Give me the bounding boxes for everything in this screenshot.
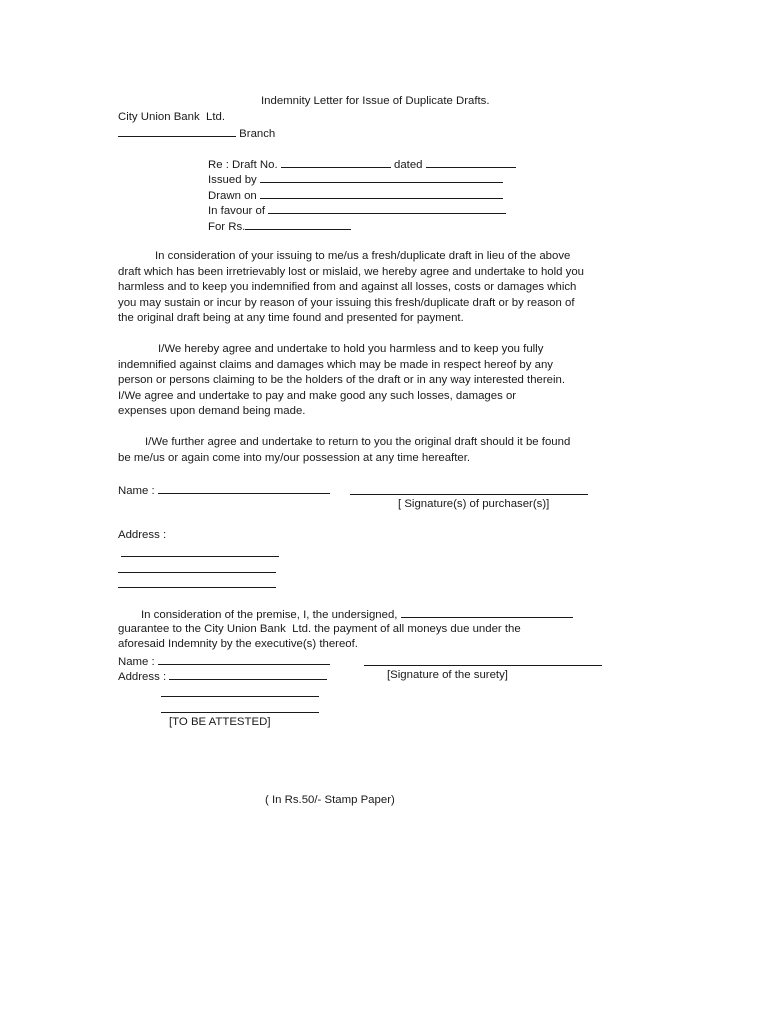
surety-name-blank	[401, 606, 573, 618]
surety-name-label: Name :	[118, 656, 155, 668]
in-favour-of-blank	[268, 202, 506, 214]
para1-line: In consideration of your issuing to me/us a fresh/duplicate draft in lieu of the above	[155, 250, 571, 262]
purchaser-signature-blank	[350, 494, 588, 495]
branch-line	[118, 125, 275, 143]
para1-line: draft which has been irretrievably lost or mislaid, we hereby agree and undertake to hold you	[118, 266, 585, 278]
purchaser-name-blank	[158, 482, 330, 494]
attested-label: [TO BE ATTESTED]	[169, 716, 271, 728]
purchaser-address-blank	[118, 572, 276, 573]
surety-signature-label: [Signature of the surety]	[387, 669, 508, 681]
para2-line: expenses upon demand being made.	[118, 405, 306, 417]
surety-signature-blank	[364, 665, 602, 666]
dated-blank	[426, 156, 516, 168]
purchaser-signature-label: [ Signature(s) of purchaser(s)]	[398, 498, 550, 510]
bank-name: City Union Bank Ltd.	[118, 111, 225, 123]
issued-by-label: Issued by	[208, 174, 257, 186]
surety-name-field-blank	[158, 653, 330, 665]
document-title: Indemnity Letter for Issue of Duplicate Drafts.	[261, 95, 490, 107]
para2-line: person or persons claiming to be the holders of the draft or in any way interested therein.	[118, 374, 566, 386]
para3-line: be me/us or again come into my/our possession at any time hereafter.	[118, 452, 471, 464]
purchaser-address-label: Address :	[118, 529, 167, 541]
in-favour-of-label: In favour of	[208, 205, 265, 217]
for-rs-label: For Rs.	[208, 221, 246, 233]
branch-label: Branch	[239, 128, 276, 140]
para1-line: harmless and to keep you indemnified from and against all losses, costs or damages which	[118, 281, 577, 293]
surety-address-blank	[161, 712, 319, 713]
dated-label: dated	[393, 159, 423, 171]
ref-for-rs	[208, 218, 351, 236]
surety-line	[141, 606, 573, 624]
para2-line: I/We hereby agree and undertake to hold you harmless and to keep you fully	[158, 343, 544, 355]
purchaser-name-label: Name :	[118, 485, 155, 497]
para2-line: indemnified against claims and damages which may be made in respect hereof by any	[118, 359, 553, 371]
para3-line: I/We further agree and undertake to return to you the original draft should it be found	[145, 436, 571, 448]
drawn-on-label: Drawn on	[208, 190, 257, 202]
para1-line: you may sustain or incur by reason of your issuing this fresh/duplicate draft or by reason of	[118, 297, 575, 309]
draft-no-label: Re : Draft No.	[208, 159, 278, 171]
para1-line: the original draft being at any time found and presented for payment.	[118, 312, 464, 324]
for-rs-blank	[245, 218, 351, 230]
surety-text: In consideration of the premise, I, the undersigned,	[141, 609, 398, 621]
surety-address-label: Address :	[118, 671, 167, 683]
purchaser-address-blank	[121, 556, 279, 557]
purchaser-address-blank	[118, 587, 276, 588]
ref-issued-by	[208, 171, 503, 189]
drawn-on-blank	[260, 187, 503, 199]
para2-line: I/We agree and undertake to pay and make good any such losses, damages or	[118, 390, 517, 402]
stamp-paper-note: ( In Rs.50/- Stamp Paper)	[265, 794, 395, 806]
surety-line: aforesaid Indemnity by the executive(s) thereof.	[118, 638, 358, 650]
purchaser-name-line	[118, 482, 330, 500]
surety-line: guarantee to the City Union Bank Ltd. the payment of all moneys due under the	[118, 623, 521, 635]
surety-address-blank	[169, 668, 327, 680]
branch-blank	[118, 125, 236, 137]
issued-by-blank	[260, 171, 503, 183]
surety-address-line	[118, 668, 327, 686]
ref-in-favour-of	[208, 202, 506, 220]
surety-address-blank	[161, 696, 319, 697]
draft-no-blank	[281, 156, 391, 168]
